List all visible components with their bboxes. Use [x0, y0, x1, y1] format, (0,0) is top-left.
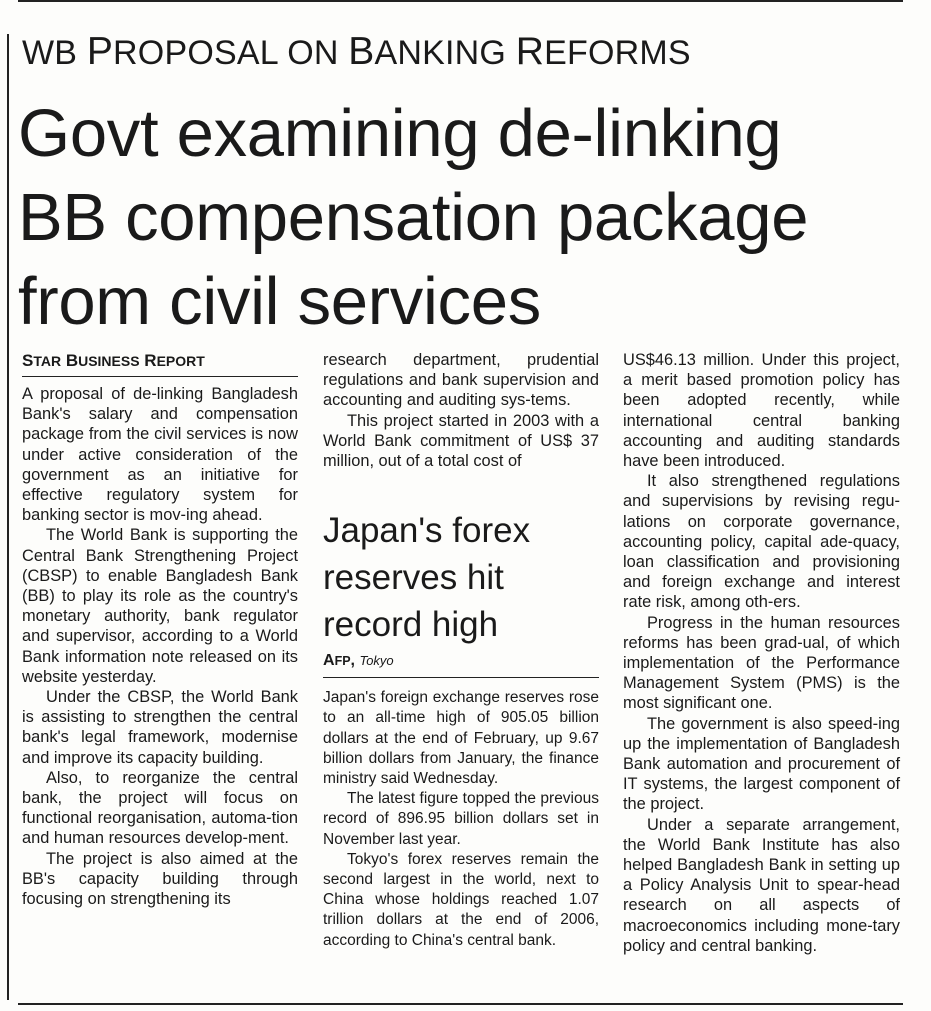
kicker: WB PROPOSAL ON BANKING REFORMS: [22, 30, 691, 73]
column-2: [323, 350, 599, 951]
article-paragraph: Under the CBSP, the World Bank is assisting to strengthen the central bank's legal framework, modernise and improve its capacity building.: [22, 688, 298, 767]
article-paragraph: Under a separate arrangement, the World Bank Institute has also helped Bangladesh Bank in setting up a Policy Analysis Unit to spear-head research on all aspects of macroeconomics including mone-tary policy and central banking.: [623, 815, 900, 955]
left-rule: [7, 34, 9, 1000]
article-paragraph: This project started in 2003 with a World Bank commitment of US$ 37 million, out of a total cost of: [323, 411, 599, 471]
article-paragraph: It also strengthened regulations and supervisions by revising regu-lations on corporate governance, accounting policy, capital ade-quacy, loan classification and provisioning and foreign exchange and interest rate risk, among oth-ers.: [623, 472, 900, 612]
headline-line: Govt examining de-linking: [18, 96, 782, 171]
headline-line: from civil services: [18, 264, 541, 339]
column-3: [623, 350, 900, 956]
article-paragraph: Also, to reorganize the central bank, the project will focus on functional reorganisation, automa-tion and human resources develop-ment.: [22, 768, 298, 848]
article-paragraph: The project is also aimed at the BB's capacity building through focusing on strengthening its: [22, 849, 298, 909]
bottom-rule: [18, 1003, 903, 1005]
byline: STAR BUSINESS REPORT: [22, 350, 298, 377]
sub-story-headline: Japan's forex reserves hit record high: [323, 511, 531, 645]
sub-story-paragraph: The latest figure topped the previous record of 896.95 billion dollars set in November last year.: [323, 790, 599, 848]
sub-story-paragraph: Tokyo's forex reserves remain the second largest in the world, next to China whose holdings reached 1.07 trillion dollars at the end of 2006, according to China's central bank.: [323, 850, 599, 949]
article-paragraph: A proposal of de-linking Bangladesh Bank's salary and compensation package from the civil services is now under active consideration of the government as an initiative for effective regulatory system for banking sector is mov-ing ahead.: [22, 385, 298, 525]
article-paragraph: The government is also speed-ing up the implementation of Bangladesh Bank automation and procurement of IT systems, the largest component of the project.: [623, 714, 900, 814]
top-rule: [18, 0, 903, 2]
article-paragraph: research department, prudential regulations and bank supervision and accounting and auditing sys-tems.: [323, 351, 599, 410]
article-paragraph: US$46.13 million. Under this project, a merit based promotion policy has been adopted recently, while international central banking accounting and auditing standards have been introduced.: [623, 351, 900, 471]
article-paragraph: The World Bank is supporting the Central Bank Strengthening Project (CBSP) to enable Bangladesh Bank (BB) to play its role as the country's monetary authority, bank regulator and supervisor, according to a World Bank information note released on its website yesterday.: [22, 526, 298, 686]
sub-story-paragraph: Japan's foreign exchange reserves rose to an all-time high of 905.05 billion dollars at the end of February, up 9.67 billion dollars from January, the finance ministry said Wednesday.: [323, 689, 599, 788]
column-1: [22, 350, 298, 909]
sub-story-byline: AFP, Tokyo: [323, 651, 599, 678]
sub-story-body: [323, 688, 599, 951]
article-paragraph: Progress in the human resources reforms has been grad-ual, of which implementation of the Performance Management System (PMS) is the most significant one.: [623, 613, 900, 713]
headline-line: BB compensation package: [18, 180, 809, 255]
headline: [18, 92, 908, 344]
